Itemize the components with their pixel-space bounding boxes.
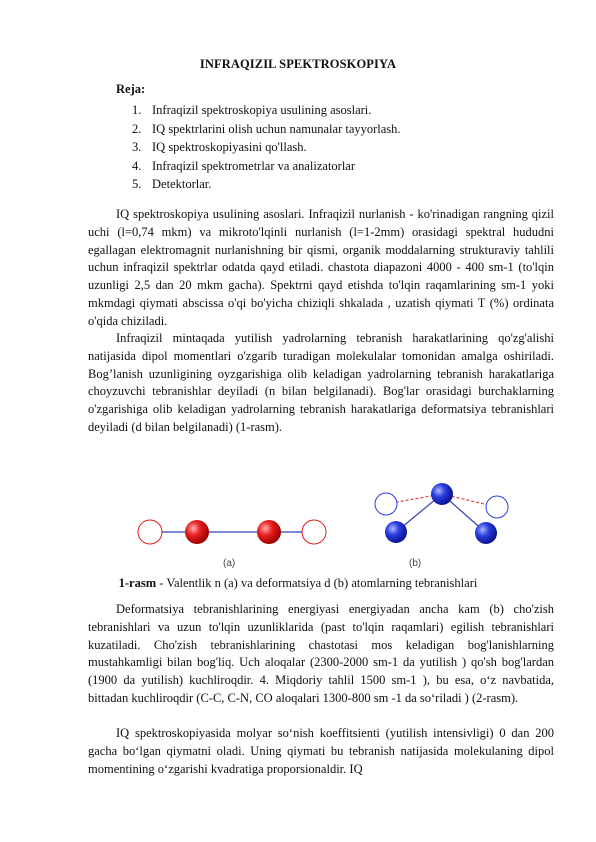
atom-red <box>257 520 281 544</box>
vibration-figure <box>130 478 510 568</box>
figure-caption <box>0 576 596 591</box>
paragraph-ir-basics: IQ spektroskopiya usulining asoslari. Infraqizil nurlanish - ko'rinadigan rangning qizil uchi (l=0,74 mkm) va mikroto'lqinli nurlanish (l=1-2mm) orasidagi spektral hududni egallagan elektromagnit nurlanishning bir qismi, organik moddalarning strukturaviy tahlili uchun infraqizil spektrlar odatda qayd etiladi. chastota diapazoni 4000 - 400 sm-1 (to'lqin uzunligi 2,5 dan 20 mkm gacha). Spektrni qayd etishda to'lqin raqamlarining sm-1 yoki mkmdagi qiymati abscissa o'qi bo'yicha chiziqli shkalada , uzatish qiymati T (%) ordinata o'qida chiziladi. <box>88 207 554 328</box>
document-title: INFRAQIZIL SPEKTROSKOPIYA <box>199 57 397 71</box>
paragraph-deformation: Deformatsiya tebranishlarining energiyasi energiyadan ancha kam (b) cho'zish tebranishlari va uzun to'lqin uzunliklarida (past to'lqin raqamlari) egilish tebranishlari kuzatiladi. Cho'zish tebranishlarining chastotasi mos keladigan bog'lanishlarning mustahkamligi bilan bog'liq. Uch aloqalar (2300-2000 sm-1 da yutilish ) qo'sh bog'lardan (1900 da yutilish) kuchliroqdir. 4. Miqdoriy tahlil 1500 sm-1 ), bu esa, o‘z navbatida, bittadan kuchliroqdir (C-C, C-N, CO aloqalari 1300-800 sm -1 da so‘riladi ) (2-rasm). <box>88 602 554 705</box>
plan-item-number: 3. <box>132 140 142 154</box>
plan-list <box>132 101 401 194</box>
plan-item-text: Detektorlar. <box>152 177 212 191</box>
plan-item <box>132 157 401 176</box>
plan-item <box>132 138 401 157</box>
plan-item <box>132 101 401 120</box>
paragraph-molar-absorption: IQ spektroskopiyasida molyar so‘nish koeffitsienti (yutilish intensivligi) 0 dan 200 gacha bo‘lgan qiymatni oladi. Uning qiymati bu tebranish natijasida molekulaning dipol momentining o‘zgarishi kvadratiga proporsionaldir. IQ <box>88 726 554 776</box>
plan-item-text: IQ spektrlarini olish uchun namunalar tayyorlash. <box>152 121 401 136</box>
plan-item-text: IQ spektroskopiyasini qo'llash. <box>152 140 307 154</box>
atom-outline <box>486 496 508 518</box>
paragraph-absorption: Infraqizil mintaqada yutilish yadrolarning tebranish harakatlarining qo'zg'alishi natijasida dipol momentlari o'zgarib turadigan molekulalar tomonidan amalga oshiriladi. Bog’lanish uzunligining oyzgarishiga olib keladigan yadrolarning tebranish harakatlariga choyzuvchi tebranishlar deyiladi (n bilan belgilanadi). Bog'lar orasidagi burchaklarning o'zgarishiga olib keladigan yadrolarning tebranish harakatlariga deformatsiya tebranishlari deyiladi (d bilan belgilanadi) (1-rasm). <box>88 331 554 434</box>
atom-blue <box>475 522 497 544</box>
atom-outline <box>375 493 397 515</box>
atom-outline <box>138 520 162 544</box>
plan-item <box>132 120 401 139</box>
plan-item-number: 5. <box>132 177 142 191</box>
caption-label: 1-rasm <box>118 576 157 590</box>
atom-red <box>185 520 209 544</box>
plan-item-text: Infraqizil spektrometrlar va analizatorlar <box>152 158 356 173</box>
plan-item-number: 1. <box>132 103 142 117</box>
label-a: (a) <box>223 558 236 568</box>
atom-outline <box>302 520 326 544</box>
atom-blue <box>431 483 453 505</box>
caption-text: - Valentlik n (a) va deformatsiya d (b) atomlarning tebranishlari <box>156 576 478 590</box>
plan-item-text: Infraqizil spektroskopiya usulining asoslari. <box>152 103 372 117</box>
plan-item-number: 2. <box>132 121 142 136</box>
plan-heading: Reja: <box>116 82 146 96</box>
stretching-diagram <box>138 520 326 568</box>
label-b: (b) <box>409 558 422 568</box>
plan-item <box>132 175 401 194</box>
atom-blue <box>385 521 407 543</box>
bending-diagram <box>375 483 508 568</box>
plan-item-number: 4. <box>132 158 142 173</box>
